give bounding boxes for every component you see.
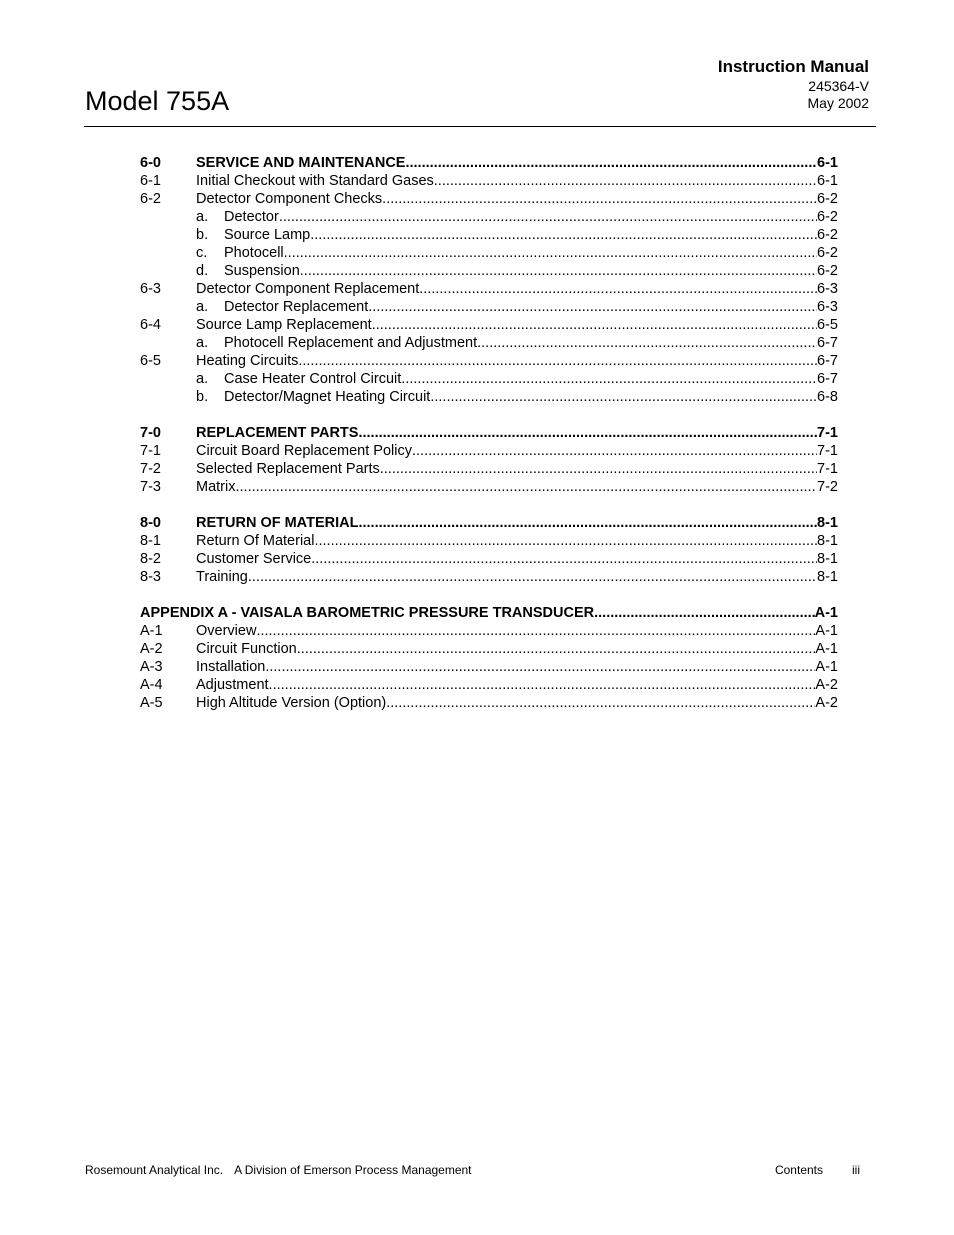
toc-section-heading[interactable]	[140, 514, 838, 532]
toc-page: 8-1	[817, 515, 838, 531]
toc-letter: d.	[196, 263, 209, 279]
toc-letter: b.	[196, 389, 209, 405]
toc-number: 6-0	[140, 155, 161, 171]
toc-title: APPENDIX A - VAISALA BAROMETRIC PRESSURE TRANSDUCER	[140, 605, 595, 621]
toc-appendix-heading[interactable]	[140, 604, 838, 622]
toc-title: Detector	[224, 209, 279, 225]
toc-title: Case Heater Control Circuit	[224, 371, 402, 387]
toc-number: 7-3	[140, 479, 161, 495]
toc-page: 6-7	[817, 353, 838, 369]
toc-title: Selected Replacement Parts	[196, 461, 380, 477]
toc-entry[interactable]	[140, 352, 838, 370]
toc-title: REPLACEMENT PARTS	[196, 425, 359, 441]
toc-page: 6-1	[817, 155, 838, 171]
doc-date: May 2002	[807, 95, 869, 111]
toc-page: A-2	[815, 695, 838, 711]
toc-entry[interactable]	[140, 460, 838, 478]
toc-page: A-1	[815, 623, 838, 639]
toc-spacer	[140, 406, 838, 424]
header-right	[718, 56, 869, 112]
toc-subentry[interactable]	[140, 334, 838, 352]
toc-number: 7-1	[140, 443, 161, 459]
footer-section-label: Contents	[774, 1163, 823, 1177]
table-of-contents	[140, 154, 838, 712]
toc-page: 8-1	[817, 569, 838, 585]
toc-title: Return Of Material	[196, 533, 315, 549]
toc-page: A-2	[815, 677, 838, 693]
toc-page: 7-1	[817, 461, 838, 477]
toc-title: Suspension	[224, 263, 300, 279]
toc-page: 6-3	[817, 299, 838, 315]
toc-title: Installation	[196, 659, 266, 675]
toc-number: 6-3	[140, 281, 161, 297]
toc-page: 7-1	[817, 425, 838, 441]
toc-page: A-1	[815, 641, 838, 657]
toc-entry[interactable]	[140, 172, 838, 190]
toc-subentry[interactable]	[140, 388, 838, 406]
toc-subentry[interactable]	[140, 208, 838, 226]
toc-number: A-1	[140, 623, 163, 639]
toc-number: 8-0	[140, 515, 161, 531]
doc-number: 245364-V	[808, 78, 869, 94]
toc-page: 6-3	[817, 281, 838, 297]
toc-number: 6-1	[140, 173, 161, 189]
toc-entry[interactable]	[140, 550, 838, 568]
toc-title: Photocell	[224, 245, 284, 261]
toc-title: Detector Component Checks	[196, 191, 383, 207]
toc-title: Heating Circuits	[196, 353, 299, 369]
toc-entry[interactable]	[140, 622, 838, 640]
toc-number: 6-5	[140, 353, 161, 369]
toc-page: 8-1	[817, 533, 838, 549]
toc-subentry[interactable]	[140, 244, 838, 262]
toc-title: Training	[196, 569, 248, 585]
toc-page: 6-8	[817, 389, 838, 405]
footer-page-number: iii	[852, 1163, 860, 1177]
toc-subentry[interactable]	[140, 226, 838, 244]
toc-entry[interactable]	[140, 478, 838, 496]
toc-title: Initial Checkout with Standard Gases	[196, 173, 434, 189]
toc-entry[interactable]	[140, 640, 838, 658]
toc-number: A-2	[140, 641, 163, 657]
toc-subentry[interactable]	[140, 298, 838, 316]
toc-page: A-1	[814, 605, 838, 621]
toc-number: 8-3	[140, 569, 161, 585]
toc-entry[interactable]	[140, 190, 838, 208]
toc-entry[interactable]	[140, 280, 838, 298]
toc-entry[interactable]	[140, 658, 838, 676]
toc-number: A-3	[140, 659, 163, 675]
toc-title: Circuit Function	[196, 641, 297, 657]
footer-division: A Division of Emerson Process Management	[234, 1163, 472, 1177]
model-title: Model 755A	[85, 86, 230, 116]
toc-number: A-5	[140, 695, 163, 711]
manual-title: Instruction Manual	[717, 57, 869, 76]
toc-entry[interactable]	[140, 676, 838, 694]
toc-letter: c.	[196, 245, 208, 261]
toc-page: 6-2	[817, 227, 838, 243]
toc-number: 8-2	[140, 551, 161, 567]
toc-page: 6-2	[817, 245, 838, 261]
toc-letter: a.	[196, 209, 209, 225]
toc-entry[interactable]	[140, 442, 838, 460]
toc-page: 6-2	[817, 263, 838, 279]
toc-letter: a.	[196, 299, 209, 315]
toc-number: 6-4	[140, 317, 161, 333]
toc-number: 8-1	[140, 533, 161, 549]
toc-subentry[interactable]	[140, 262, 838, 280]
toc-page: 6-2	[817, 209, 838, 225]
toc-title: Circuit Board Replacement Policy	[196, 443, 412, 459]
toc-spacer	[140, 496, 838, 514]
toc-title: SERVICE AND MAINTENANCE	[196, 155, 406, 171]
toc-entry[interactable]	[140, 532, 838, 550]
toc-number: 6-2	[140, 191, 161, 207]
toc-page: 7-1	[817, 443, 838, 459]
header-rule	[84, 126, 876, 127]
toc-number: 7-2	[140, 461, 161, 477]
toc-title: Detector Component Replacement	[196, 281, 420, 297]
footer-company: Rosemount Analytical Inc.	[85, 1163, 224, 1177]
toc-letter: b.	[196, 227, 209, 243]
toc-section-heading[interactable]	[140, 424, 838, 442]
toc-title: Source Lamp	[224, 227, 311, 243]
toc-page: 8-1	[817, 551, 838, 567]
toc-letter: a.	[196, 371, 209, 387]
toc-page: 6-7	[817, 335, 838, 351]
toc-title: Overview	[196, 623, 257, 639]
toc-entry[interactable]	[140, 568, 838, 586]
toc-title: RETURN OF MATERIAL	[196, 515, 359, 531]
toc-page: 6-1	[817, 173, 838, 189]
toc-title: Matrix	[196, 479, 236, 495]
toc-page: 6-7	[817, 371, 838, 387]
toc-page: A-1	[815, 659, 838, 675]
toc-section-heading[interactable]	[140, 154, 838, 172]
toc-title: Detector Replacement	[224, 299, 369, 315]
toc-title: Source Lamp Replacement	[196, 317, 372, 333]
toc-title: Detector/Magnet Heating Circuit	[224, 389, 431, 405]
toc-subentry[interactable]	[140, 370, 838, 388]
toc-title: Customer Service	[196, 551, 312, 567]
toc-title: Photocell Replacement and Adjustment	[224, 335, 478, 351]
toc-letter: a.	[196, 335, 209, 351]
toc-entry[interactable]	[140, 316, 838, 334]
toc-number: A-4	[140, 677, 163, 693]
toc-title: High Altitude Version (Option)	[196, 695, 387, 711]
toc-page: 6-2	[817, 191, 838, 207]
toc-page: 6-5	[817, 317, 838, 333]
toc-number: 7-0	[140, 425, 161, 441]
toc-entry[interactable]	[140, 694, 838, 712]
toc-spacer	[140, 586, 838, 604]
toc-page: 7-2	[817, 479, 838, 495]
toc-title: Adjustment	[196, 677, 269, 693]
